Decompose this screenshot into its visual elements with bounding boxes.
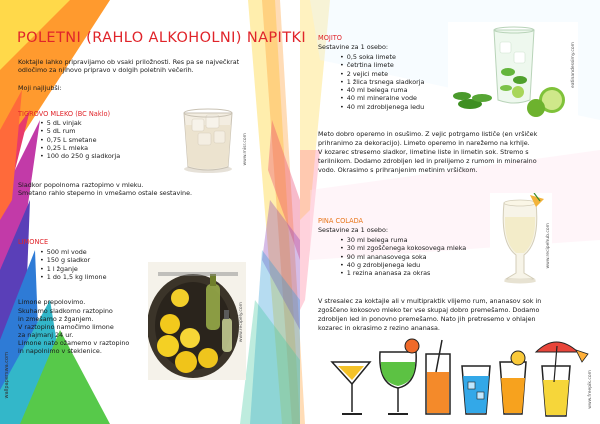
- mojito-step-2: prihranimo za dekoracijo). Limeto operemo in narežemo na krhlje.: [318, 139, 530, 147]
- list-item: • 500 ml vode: [40, 248, 107, 256]
- mojito-photo-credit: eatinandessimy.com: [571, 42, 576, 89]
- pina-step-4: kozarec in okrasimo z rezino ananasa.: [318, 324, 440, 332]
- intro-line-2: odločimo za njihovo pripravo v dolgih poletnih večerih.: [18, 66, 194, 74]
- list-item: • 40 g zdrobljenega ledu: [340, 261, 466, 269]
- mojito-ingredients: [340, 53, 424, 111]
- pina-colada-glass-illustration: [490, 193, 552, 288]
- list-item: • 5 dL vinjak: [40, 119, 120, 127]
- list-item: • 40 ml mineralne vode: [340, 94, 424, 102]
- list-item: • 1 žlica trsnega sladkorja: [340, 78, 424, 86]
- list-item: • 90 ml ananasovega soka: [340, 253, 466, 261]
- pina-photo-credit: www.recipehub.com: [546, 223, 551, 269]
- tigrovo-step-1: Sladkor popolnoma raztopimo v mleku.: [18, 181, 144, 189]
- list-item: • 40 ml belega ruma: [340, 86, 424, 94]
- tigrovo-photo: [168, 93, 250, 178]
- pina-servings: Sestavine za 1 osebo:: [318, 226, 389, 234]
- tigrovo-heading: TIGROVO MLEKO (BC Naklo): [18, 110, 111, 118]
- list-item: • 1 l žganje: [40, 265, 107, 273]
- list-item: • 0,5 soka limete: [340, 53, 424, 61]
- limonce-step-6: Limone nato ožamemo v raztopino: [18, 339, 130, 347]
- pina-ingredients: [340, 236, 466, 277]
- list-item: • 30 ml belega ruma: [340, 236, 466, 244]
- tigrovo-photo-credit: www.misr.com: [243, 133, 248, 166]
- page-title: POLETNI (RAHLO ALKOHOLNI) NAPITKI: [17, 30, 307, 46]
- left-edge-credit: wallpaperswa.com: [4, 352, 10, 399]
- mojito-step-5: vodo. Okrasimo s prihranjenim metinim vršičkom.: [318, 166, 478, 174]
- mojito-glass-illustration: [448, 22, 578, 122]
- lemons-tray-illustration: [148, 262, 246, 380]
- limonce-step-3: in zmešamo z žganjem.: [18, 315, 94, 323]
- limonce-photo-credit: www.recipely.com: [239, 302, 244, 343]
- list-item: • 2 vejici mete: [340, 70, 424, 78]
- list-item: • četrtina limete: [340, 61, 424, 69]
- mojito-step-4: terilnikom. Dodamo zdrobljen led in prelijemo z rumom in mineralno: [318, 157, 537, 165]
- intro-line-1: Koktajle lahko pripravijamo ob vsaki priložnosti. Res pa se največkrat: [18, 58, 240, 66]
- mojito-servings: Sestavine za 1 osebo:: [318, 43, 389, 51]
- list-item: • 0,75 L smetane: [40, 136, 120, 144]
- pina-photo: [490, 193, 552, 288]
- list-item: • 100 do 250 g sladkorja: [40, 152, 120, 160]
- limonce-step-1: Limone prepolovimo.: [18, 298, 86, 306]
- mojito-photo: [448, 22, 578, 122]
- limonce-step-7: in napolnimo v steklenice.: [18, 347, 102, 355]
- limonce-heading: LIMONCE: [18, 238, 49, 246]
- limonce-ingredients: [40, 248, 107, 281]
- mojito-heading: MOJITO: [318, 34, 342, 42]
- cocktails-illustration: [330, 332, 592, 422]
- favorites-label: Moji najljubši:: [18, 84, 62, 92]
- list-item: • 150 g sladkor: [40, 256, 107, 264]
- limonce-step-2: Skuhamo sladkorno raztopino: [18, 307, 113, 315]
- mojito-step-1: Meto dobro operemo in osušimo. Z vejic potrgamo lističe (en vršiček: [318, 130, 538, 138]
- limonce-step-5: za najmanj 24 ur.: [18, 331, 74, 339]
- pina-step-2: zgoščeno kokosovo mleko ter vse skupaj dobro premešamo. Dodamo: [318, 306, 540, 314]
- list-item: • 5 dL rum: [40, 127, 120, 135]
- list-item: • 1 do 1,5 kg limone: [40, 273, 107, 281]
- tigrovo-step-2: Smetano rahlo stepemo in vmešamo ostale sestavine.: [18, 189, 193, 197]
- milk-glass-illustration: [168, 93, 250, 178]
- list-item: • 40 ml zdrobljenega ledu: [340, 103, 424, 111]
- cocktails-credit: www.freepik.com: [588, 370, 593, 409]
- list-item: • 1 rezina ananasa za okras: [340, 269, 466, 277]
- mojito-step-3: V kozarec stresemo sladkor, limetine liste in limetin sok. Stremo s: [318, 148, 529, 156]
- limonce-photo: [148, 262, 246, 380]
- pina-step-1: V stresalec za koktajle ali v multipraktik vlijemo rum, ananasov sok in: [318, 297, 542, 305]
- limonce-step-4: V raztopino namočimo limone: [18, 323, 114, 331]
- tigrovo-ingredients: [40, 119, 120, 160]
- list-item: • 30 ml zgoščenega kokosovega mleka: [340, 244, 466, 252]
- pina-heading: PINA COLADA: [318, 217, 364, 225]
- pina-step-3: zdrobljen led in ponovno premešamo. Nato jih pretresemo v ohlajen: [318, 315, 536, 323]
- list-item: • 0,25 L mleka: [40, 144, 120, 152]
